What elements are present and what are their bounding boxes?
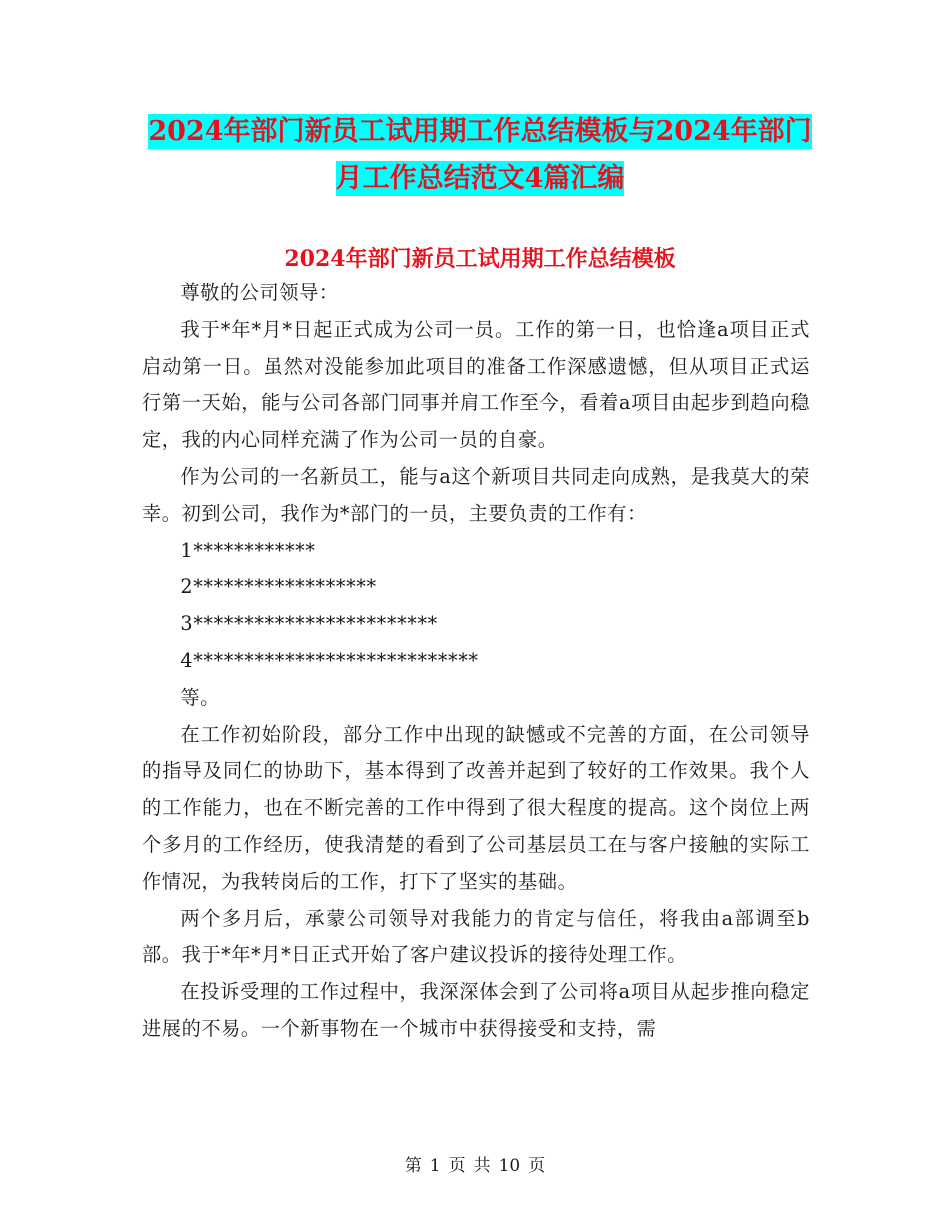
total-label: 共	[473, 1156, 491, 1176]
paragraph: 在投诉受理的工作过程中，我深深体会到了公司将a项目从起步推向稳定进展的不易。一个新事物在一个城市中获得接受和支持，需	[142, 980, 810, 1040]
paragraph: 我于*年*月*日起正式成为公司一员。工作的第一日，也恰逢a项目正式启动第一日。虽然对没能参加此项目的准备工作深感遗憾，但从项目正式运行第一天始，能与公司各部门同事并肩工作至今，看着a项目由起步到趋向稳定，我的内心同样充满了作为公司一员的自豪。	[142, 317, 810, 452]
total-unit: 页	[528, 1156, 546, 1176]
document-title	[140, 108, 820, 202]
page-footer	[0, 1154, 950, 1178]
list-item: 4****************************	[180, 648, 479, 672]
page-label: 第	[404, 1156, 422, 1176]
document-title-line-1: 2024年部门新员工试用期工作总结模板与2024年部门	[148, 116, 812, 147]
page-unit: 页	[448, 1156, 466, 1176]
paragraph: 等。	[180, 685, 220, 709]
salutation: 尊敬的公司领导：	[180, 281, 339, 304]
paragraph: 两个多月后，承蒙公司领导对我能力的肯定与信任，将我由a部调至b部。我于*年*月*日正式开始了客户建议投诉的接待处理工作。	[142, 906, 810, 967]
list-item: 1************	[180, 538, 316, 562]
list-item: 3************************	[180, 612, 438, 636]
paragraph: 在工作初始阶段，部分工作中出现的缺憾或不完善的方面，在公司领导的指导及同仁的协助下，基本得到了改善并起到了较好的工作效果。我个人的工作能力，也在不断完善的工作中得到了很大程度的提高。这个岗位上两个多月的工作经历，使我清楚的看到了公司基层员工在与客户接触的实际工作情况，为我转岗后的工作，打下了坚实的基础。	[142, 722, 810, 893]
document-body	[142, 275, 810, 1048]
total-pages: 10	[498, 1156, 521, 1176]
section-title: 2024年部门新员工试用期工作总结模板	[284, 246, 676, 272]
list-item: 2******************	[180, 575, 377, 599]
paragraph: 作为公司的一名新员工，能与a这个新项目共同走向成熟，是我莫大的荣幸。初到公司，我作为*部门的一员，主要负责的工作有：	[142, 464, 810, 525]
document-title-line-2: 月工作总结范文4篇汇编	[335, 163, 625, 194]
page-number: 1	[429, 1156, 441, 1176]
